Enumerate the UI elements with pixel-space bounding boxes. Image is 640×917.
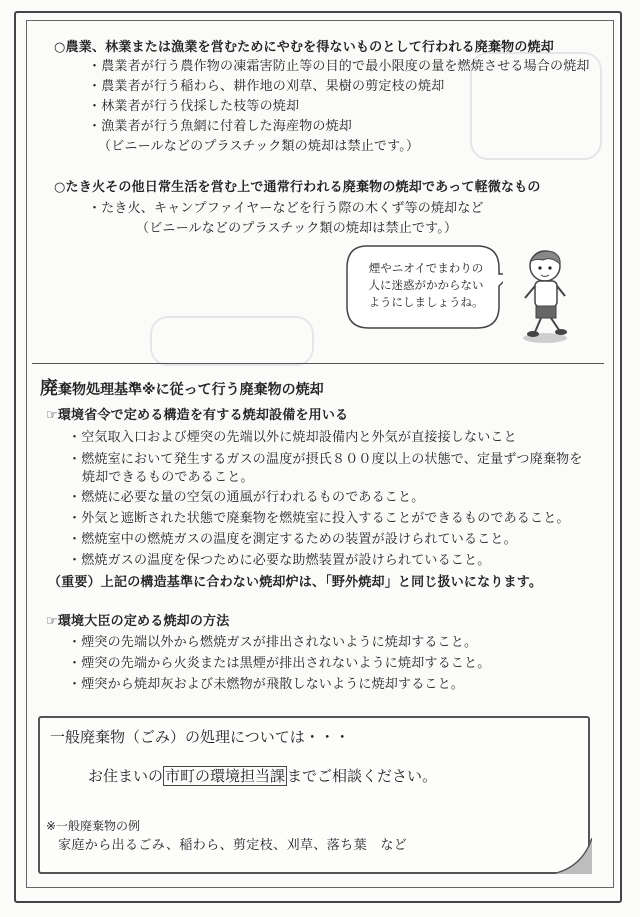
section1-note: （ビニールなどのプラスチック類の焼却は禁止です。）	[98, 139, 420, 154]
sub1-title: ☞環境省令で定める構造を有する焼却設備を用いる	[46, 408, 349, 423]
bubble-text	[356, 260, 496, 311]
section1-item-1: ・農業者が行う農作物の凍霜害防止等の目的で最小限度の量を燃焼させる場合の焼却	[88, 59, 590, 74]
sub1-line-2: ・燃焼室において発生するガスの温度が摂氏８００度以上の状態で、定量ずつ廃棄物を	[68, 452, 583, 467]
sub1-line-6: ・燃焼室中の燃焼ガスの温度を測定するための装置が設けられていること。	[68, 532, 517, 547]
sub1-line-4: ・燃焼に必要な量の空気の通風が行われるものであること。	[68, 490, 425, 505]
section1-title: ○農業、林業または漁業を営むためにやむを得ないものとして行われる廃棄物の焼却	[54, 40, 554, 55]
section1-item-2: ・農業者が行う稲わら、耕作地の刈草、果樹の剪定枝の焼却	[88, 79, 445, 94]
sub2-line-1: ・煙突の先端以外から燃焼ガスが排出されないように焼却すること。	[68, 635, 478, 650]
sub2-title: ☞環境大臣の定める焼却の方法	[46, 614, 230, 629]
section1-item-4: ・漁業者が行う魚網に付着した海産物の焼却	[88, 119, 353, 134]
bubble-line-1: 煙やニオイでまわりの	[368, 261, 484, 275]
section3-heading	[40, 380, 324, 399]
examples-text: 家庭から出るごみ、稲わら、剪定枝、刈草、落ち葉 など	[58, 838, 408, 853]
bubble-line-2: 人に迷惑がかからない	[368, 278, 484, 292]
section2-title: ○たき火その他日常生活を営む上で通常行われる廃棄物の焼却であって軽微なもの	[54, 180, 541, 195]
sub2-line-3: ・煙突から焼却灰および未燃物が飛散しないように焼却すること。	[68, 677, 465, 692]
important-note: （重要）上記の構造基準に合わない焼却炉は、「野外焼却」と同じ扱いになります。	[48, 575, 543, 590]
contact-main	[88, 766, 437, 786]
contact-lead: 一般廃棄物（ごみ）の処理については・・・	[50, 728, 350, 746]
sub2-line-2: ・煙突の先端から火炎または黒煙が排出されないように焼却すること。	[68, 656, 491, 671]
examples-heading: ※一般廃棄物の例	[46, 819, 141, 833]
sub1-line-3: 焼却できるものであること。	[82, 470, 254, 485]
contact-department: 市町の環境担当課	[165, 767, 286, 785]
contact-main-after: までご相談ください。	[287, 767, 438, 785]
sub1-line-5: ・外気と遮断された状態で廃棄物を燃焼室に投入することができるものであること。	[68, 511, 570, 526]
sub1-line-1: ・空気取入口および煙突の先端以外に焼却設備内と外気が直接接しないこと	[68, 430, 517, 445]
page-curl-corner	[552, 838, 592, 874]
contact-main-before: お住まいの	[88, 767, 164, 785]
section1-item-3: ・林業者が行う伐採した枝等の焼却	[88, 99, 300, 114]
section3-heading-initial: 廃	[40, 378, 58, 399]
bubble-line-3: ようにしましょうね。	[368, 295, 484, 309]
section2-item-1: ・たき火、キャンプファイヤーなどを行う際の木くず等の焼却など	[88, 201, 484, 216]
show-through-box-2	[150, 316, 314, 366]
section3-heading-rest: 棄物処理基準※に従って行う廃棄物の焼却	[58, 382, 324, 398]
section2-note: （ビニールなどのプラスチック類の焼却は禁止です。）	[136, 221, 458, 236]
child-illustration	[505, 246, 577, 346]
sub1-line-7: ・燃焼ガスの温度を保つために必要な助燃装置が設けられていること。	[68, 553, 491, 568]
section-divider	[32, 363, 604, 364]
